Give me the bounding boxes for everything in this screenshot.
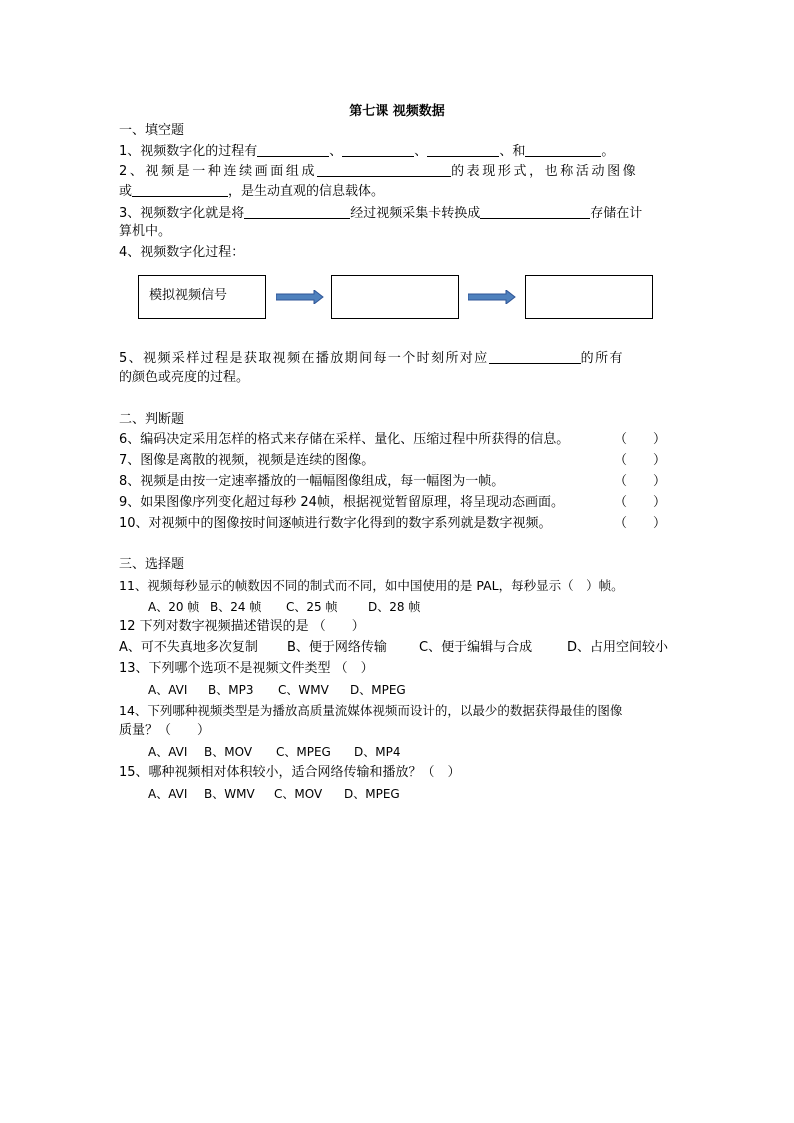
q14-line2: 质量？（ ）: [119, 723, 211, 738]
q13-option-c[interactable]: C、WMV: [278, 683, 329, 697]
q4-text: 4、视频数字化过程：: [119, 245, 245, 260]
flow-box-analog-signal: [138, 275, 266, 319]
tf-item-10: 10、对视频中的图像按时间逐帧进行数字化得到的数字系列就是数字视频。: [119, 516, 552, 531]
q3-blank-2[interactable]: [480, 204, 590, 219]
q13-options: [148, 681, 406, 699]
q2-text-c: 或: [119, 184, 133, 199]
q3-text-b: 经过视频采集卡转换成: [350, 206, 481, 221]
q15-option-b[interactable]: B、WMV: [204, 787, 255, 801]
flow-arrow-2-icon: [468, 290, 516, 304]
q11-option-d[interactable]: D、28 帧: [368, 600, 421, 614]
section1-heading: 一、填空题: [119, 123, 185, 138]
tf-item-8: 8、视频是由按一定速率播放的一幅幅图像组成，每一幅图为一帧。: [119, 474, 505, 489]
q2-blank-1[interactable]: [317, 162, 451, 177]
q15-option-a[interactable]: A、AVI: [148, 787, 188, 801]
q2-text-a: 2、视频是一种连续画面组成: [119, 164, 318, 179]
q12-options: [119, 639, 668, 657]
q2-line1: [119, 162, 675, 181]
q5-text-a: 5、视频采样过程是获取视频在播放期间每一个时刻所对应: [119, 351, 489, 366]
q13-option-a[interactable]: A、AVI: [148, 683, 188, 697]
flow-box-blank-1[interactable]: [331, 275, 459, 319]
q2-blank-2[interactable]: [132, 182, 228, 197]
q3-line1: [119, 204, 675, 223]
q5-text-b: 的所有: [580, 351, 624, 366]
q14-option-c[interactable]: C、MPEG: [276, 745, 331, 759]
q11-options: [148, 598, 420, 616]
q12-option-a[interactable]: A、可不失真地多次复制: [119, 640, 258, 655]
q13-text: 13、下列哪个选项不是视频文件类型 （ ）: [119, 661, 374, 676]
q5-blank[interactable]: [489, 349, 581, 364]
q5-line2: 的颜色或亮度的过程。: [119, 370, 250, 385]
q1-blank-1[interactable]: [257, 142, 329, 157]
q15-option-d[interactable]: D、MPEG: [344, 787, 400, 801]
q12-option-c[interactable]: C、便于编辑与合成: [419, 640, 533, 655]
q1: [119, 142, 675, 161]
section2-heading: 二、判断题: [119, 412, 185, 427]
tf-answer-6[interactable]: （ ）: [614, 432, 667, 447]
q14-option-a[interactable]: A、AVI: [148, 745, 188, 759]
q15-options: [148, 785, 400, 803]
q12-option-d[interactable]: D、占用空间较小: [567, 640, 669, 655]
q1-sep2: 、: [414, 144, 428, 159]
section3-heading: 三、选择题: [119, 557, 185, 572]
page-title: 第七课 视频数据: [349, 104, 445, 119]
tf-item-9: 9、如果图像序列变化超过每秒 24帧，根据视觉暂留原理，将呈现动态画面。: [119, 495, 564, 510]
q13-option-d[interactable]: D、MPEG: [350, 683, 406, 697]
tf-answer-9[interactable]: （ ）: [614, 495, 667, 510]
q14-options: [148, 743, 400, 761]
q1-sep1: 、: [329, 144, 343, 159]
tf-answer-7[interactable]: （ ）: [614, 453, 667, 468]
tf-item-7: 7、图像是离散的视频，视频是连续的图像。: [119, 453, 375, 468]
q2-text-d: ，是生动直观的信息载体。: [228, 184, 385, 199]
q11-option-a[interactable]: A、20 帧: [148, 600, 200, 614]
q3-text-c: 存储在计: [590, 206, 643, 221]
q15-text: 15、哪种视频相对体积较小，适合网络传输和播放？（ ）: [119, 765, 461, 780]
q1-blank-3[interactable]: [427, 142, 499, 157]
q3-text-a: 3、视频数字化就是将: [119, 206, 245, 221]
q13-option-b[interactable]: B、MP3: [208, 683, 254, 697]
tf-answer-8[interactable]: （ ）: [614, 474, 667, 489]
q2-line2: [119, 182, 675, 201]
q1-prefix: 1、视频数字化的过程有: [119, 144, 258, 159]
q11-text: 11、视频每秒显示的帧数因不同的制式而不同，如中国使用的是 PAL，每秒显示（ ）帧。: [119, 578, 624, 593]
q12-option-b[interactable]: B、便于网络传输: [287, 640, 387, 655]
q1-end: 。: [601, 144, 615, 159]
flow-arrow-1-icon: [276, 290, 324, 304]
q14-option-b[interactable]: B、MOV: [204, 745, 253, 759]
q3-blank-1[interactable]: [244, 204, 350, 219]
q3-line2: 算机中。: [119, 224, 172, 239]
q1-blank-2[interactable]: [342, 142, 414, 157]
q12-text: 12 下列对数字视频描述错误的是 （ ）: [119, 619, 365, 634]
flow-box-label: 模拟视频信号: [149, 288, 228, 303]
q11-option-b[interactable]: B、24 帧: [210, 600, 262, 614]
q15-option-c[interactable]: C、MOV: [274, 787, 323, 801]
q1-blank-4[interactable]: [525, 142, 601, 157]
q14-option-d[interactable]: D、MP4: [354, 745, 401, 759]
q11-option-c[interactable]: C、25 帧: [286, 600, 338, 614]
flow-box-blank-2[interactable]: [525, 275, 653, 319]
tf-item-6: 6、编码决定采用怎样的格式来存储在采样、量化、压缩过程中所获得的信息。: [119, 432, 570, 447]
tf-answer-10[interactable]: （ ）: [614, 516, 667, 531]
q14-line1: 14、下列哪种视频类型是为播放高质量流媒体视频而设计的，以最少的数据获得最佳的图像: [119, 703, 623, 718]
q5-line1: [119, 349, 675, 368]
q1-sep3: 、和: [499, 144, 526, 159]
q2-text-b: 的表现形式，也称活动图像: [451, 164, 639, 179]
